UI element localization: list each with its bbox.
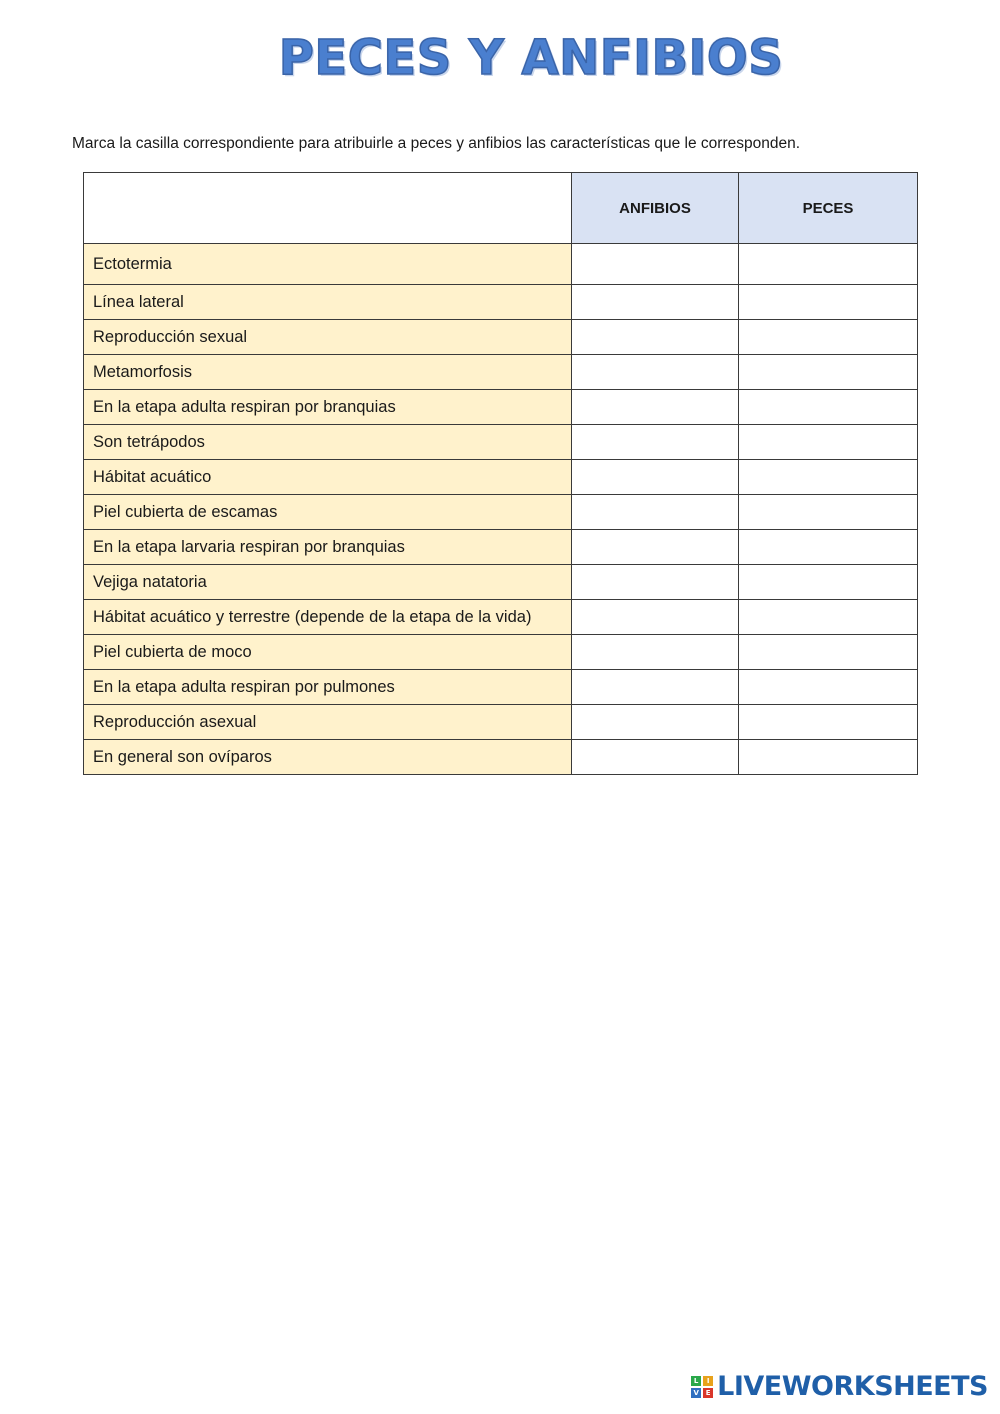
table-row <box>84 285 918 320</box>
checkbox-cell-anfibios[interactable] <box>572 244 739 285</box>
feature-label: Hábitat acuático <box>84 460 572 495</box>
checkbox-cell-anfibios[interactable] <box>572 425 739 460</box>
feature-label: Reproducción asexual <box>84 705 572 740</box>
logo-letter: V <box>691 1388 701 1398</box>
feature-label: Ectotermia <box>84 244 572 285</box>
table-row <box>84 740 918 775</box>
feature-label: Piel cubierta de escamas <box>84 495 572 530</box>
logo-letter: L <box>691 1376 701 1386</box>
checkbox-cell-anfibios[interactable] <box>572 390 739 425</box>
logo-letter: I <box>703 1376 713 1386</box>
feature-label: Línea lateral <box>84 285 572 320</box>
table-body <box>84 244 918 775</box>
checkbox-cell-anfibios[interactable] <box>572 600 739 635</box>
logo-letter: E <box>703 1388 713 1398</box>
checkbox-cell-anfibios[interactable] <box>572 565 739 600</box>
table-row <box>84 670 918 705</box>
instructions: Marca la casilla correspondiente para atribuirle a peces y anfibios las características que le corresponden. <box>72 135 801 152</box>
feature-label: Vejiga natatoria <box>84 565 572 600</box>
table-row <box>84 320 918 355</box>
checkbox-cell-peces[interactable] <box>739 495 918 530</box>
checkbox-cell-anfibios[interactable] <box>572 670 739 705</box>
feature-label: Piel cubierta de moco <box>84 635 572 670</box>
table-row <box>84 460 918 495</box>
table-header-row <box>84 173 918 244</box>
logo-mark-icon <box>691 1376 713 1398</box>
checkbox-cell-peces[interactable] <box>739 285 918 320</box>
checkbox-cell-peces[interactable] <box>739 740 918 775</box>
feature-label: Metamorfosis <box>84 355 572 390</box>
checkbox-cell-anfibios[interactable] <box>572 460 739 495</box>
header-peces: PECES <box>739 173 918 244</box>
checkbox-cell-anfibios[interactable] <box>572 530 739 565</box>
checkbox-cell-peces[interactable] <box>739 600 918 635</box>
classification-table <box>83 172 918 775</box>
table-row <box>84 355 918 390</box>
checkbox-cell-peces[interactable] <box>739 635 918 670</box>
feature-label: Reproducción sexual <box>84 320 572 355</box>
checkbox-cell-anfibios[interactable] <box>572 495 739 530</box>
checkbox-cell-anfibios[interactable] <box>572 320 739 355</box>
feature-label: En la etapa larvaria respiran por branquias <box>84 530 572 565</box>
logo-text: LIVEWORKSHEETS <box>717 1371 988 1402</box>
feature-label: En la etapa adulta respiran por pulmones <box>84 670 572 705</box>
feature-label: Hábitat acuático y terrestre (depende de la etapa de la vida) <box>84 600 572 635</box>
feature-label: En general son ovíparos <box>84 740 572 775</box>
header-cell-blank <box>84 173 572 244</box>
checkbox-cell-anfibios[interactable] <box>572 355 739 390</box>
feature-label: En la etapa adulta respiran por branquias <box>84 390 572 425</box>
checkbox-cell-peces[interactable] <box>739 705 918 740</box>
checkbox-cell-anfibios[interactable] <box>572 285 739 320</box>
table-row <box>84 705 918 740</box>
checkbox-cell-peces[interactable] <box>739 565 918 600</box>
checkbox-cell-anfibios[interactable] <box>572 740 739 775</box>
table-row <box>84 565 918 600</box>
checkbox-cell-anfibios[interactable] <box>572 705 739 740</box>
table-row <box>84 600 918 635</box>
table-row <box>84 635 918 670</box>
checkbox-cell-peces[interactable] <box>739 244 918 285</box>
checkbox-cell-peces[interactable] <box>739 390 918 425</box>
liveworksheets-logo <box>691 1371 988 1402</box>
table-row <box>84 495 918 530</box>
checkbox-cell-peces[interactable] <box>739 530 918 565</box>
table-row <box>84 390 918 425</box>
page-title: PECES Y ANFIBIOS <box>278 30 784 86</box>
feature-label: Son tetrápodos <box>84 425 572 460</box>
table-row <box>84 244 918 285</box>
checkbox-cell-peces[interactable] <box>739 670 918 705</box>
checkbox-cell-anfibios[interactable] <box>572 635 739 670</box>
header-anfibios: ANFIBIOS <box>572 173 739 244</box>
checkbox-cell-peces[interactable] <box>739 320 918 355</box>
table-row <box>84 425 918 460</box>
table-row <box>84 530 918 565</box>
checkbox-cell-peces[interactable] <box>739 425 918 460</box>
checkbox-cell-peces[interactable] <box>739 460 918 495</box>
checkbox-cell-peces[interactable] <box>739 355 918 390</box>
